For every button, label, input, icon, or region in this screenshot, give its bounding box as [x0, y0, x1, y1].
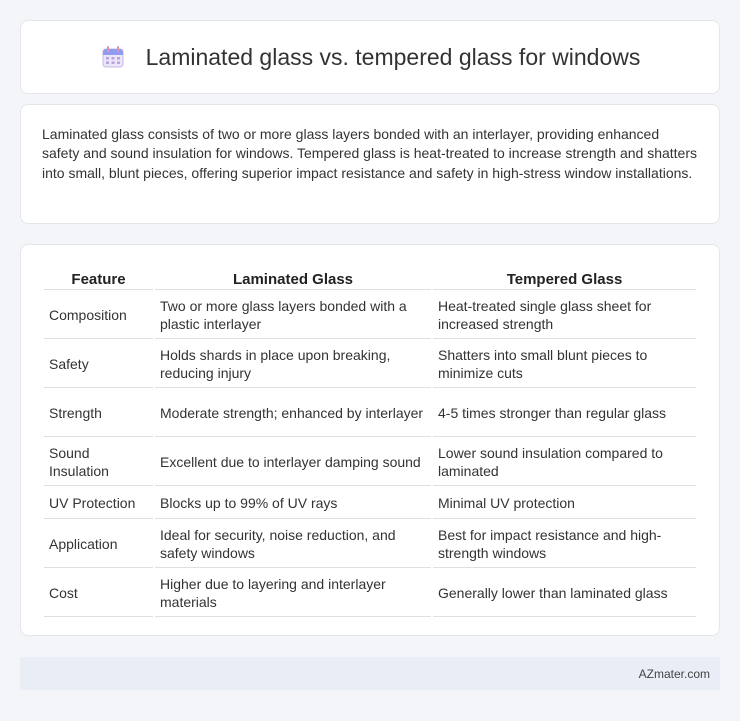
laminated-cell: Blocks up to 99% of UV rays [155, 488, 431, 519]
calendar-icon [100, 44, 126, 70]
comparison-card [20, 244, 720, 636]
table-row [44, 390, 696, 437]
table-row [44, 292, 696, 339]
feature-cell: Safety [44, 341, 153, 388]
header-feature: Feature [44, 267, 153, 290]
table-row [44, 570, 696, 617]
tempered-cell: Lower sound insulation compared to laminated [433, 439, 696, 486]
title-card [20, 20, 720, 94]
tempered-cell: Best for impact resistance and high-strength windows [433, 521, 696, 568]
tempered-cell: 4-5 times stronger than regular glass [433, 390, 696, 437]
table-row [44, 341, 696, 388]
feature-cell: UV Protection [44, 488, 153, 519]
intro-card [20, 104, 720, 224]
intro-text: Laminated glass consists of two or more glass layers bonded with an interlayer, providing enhanced safety and sound insulation for windows. Tempered glass is heat-treated to increase strength and shatters into small, blunt pieces, offering superior impact resistance and safety in high-stress window installations. [42, 126, 698, 181]
laminated-cell: Higher due to layering and interlayer materials [155, 570, 431, 617]
tempered-cell: Heat-treated single glass sheet for increased strength [433, 292, 696, 339]
tempered-cell: Minimal UV protection [433, 488, 696, 519]
table-row [44, 521, 696, 568]
footer-bar [20, 657, 720, 690]
laminated-cell: Moderate strength; enhanced by interlayer [155, 390, 431, 437]
comparison-table [42, 265, 698, 619]
feature-cell: Strength [44, 390, 153, 437]
feature-cell: Cost [44, 570, 153, 617]
tempered-cell: Shatters into small blunt pieces to minimize cuts [433, 341, 696, 388]
header-tempered: Tempered Glass [433, 267, 696, 290]
feature-cell: Composition [44, 292, 153, 339]
laminated-cell: Two or more glass layers bonded with a plastic interlayer [155, 292, 431, 339]
laminated-cell: Excellent due to interlayer damping sound [155, 439, 431, 486]
table-header-row [44, 267, 696, 290]
footer-site-link[interactable]: AZmater.com [638, 666, 710, 681]
feature-cell: Application [44, 521, 153, 568]
page-title: Laminated glass vs. tempered glass for windows [145, 43, 641, 70]
tempered-cell: Generally lower than laminated glass [433, 570, 696, 617]
table-row [44, 488, 696, 519]
table-row [44, 439, 696, 486]
header-laminated: Laminated Glass [155, 267, 431, 290]
laminated-cell: Ideal for security, noise reduction, and safety windows [155, 521, 431, 568]
feature-cell: Sound Insulation [44, 439, 153, 486]
laminated-cell: Holds shards in place upon breaking, reducing injury [155, 341, 431, 388]
